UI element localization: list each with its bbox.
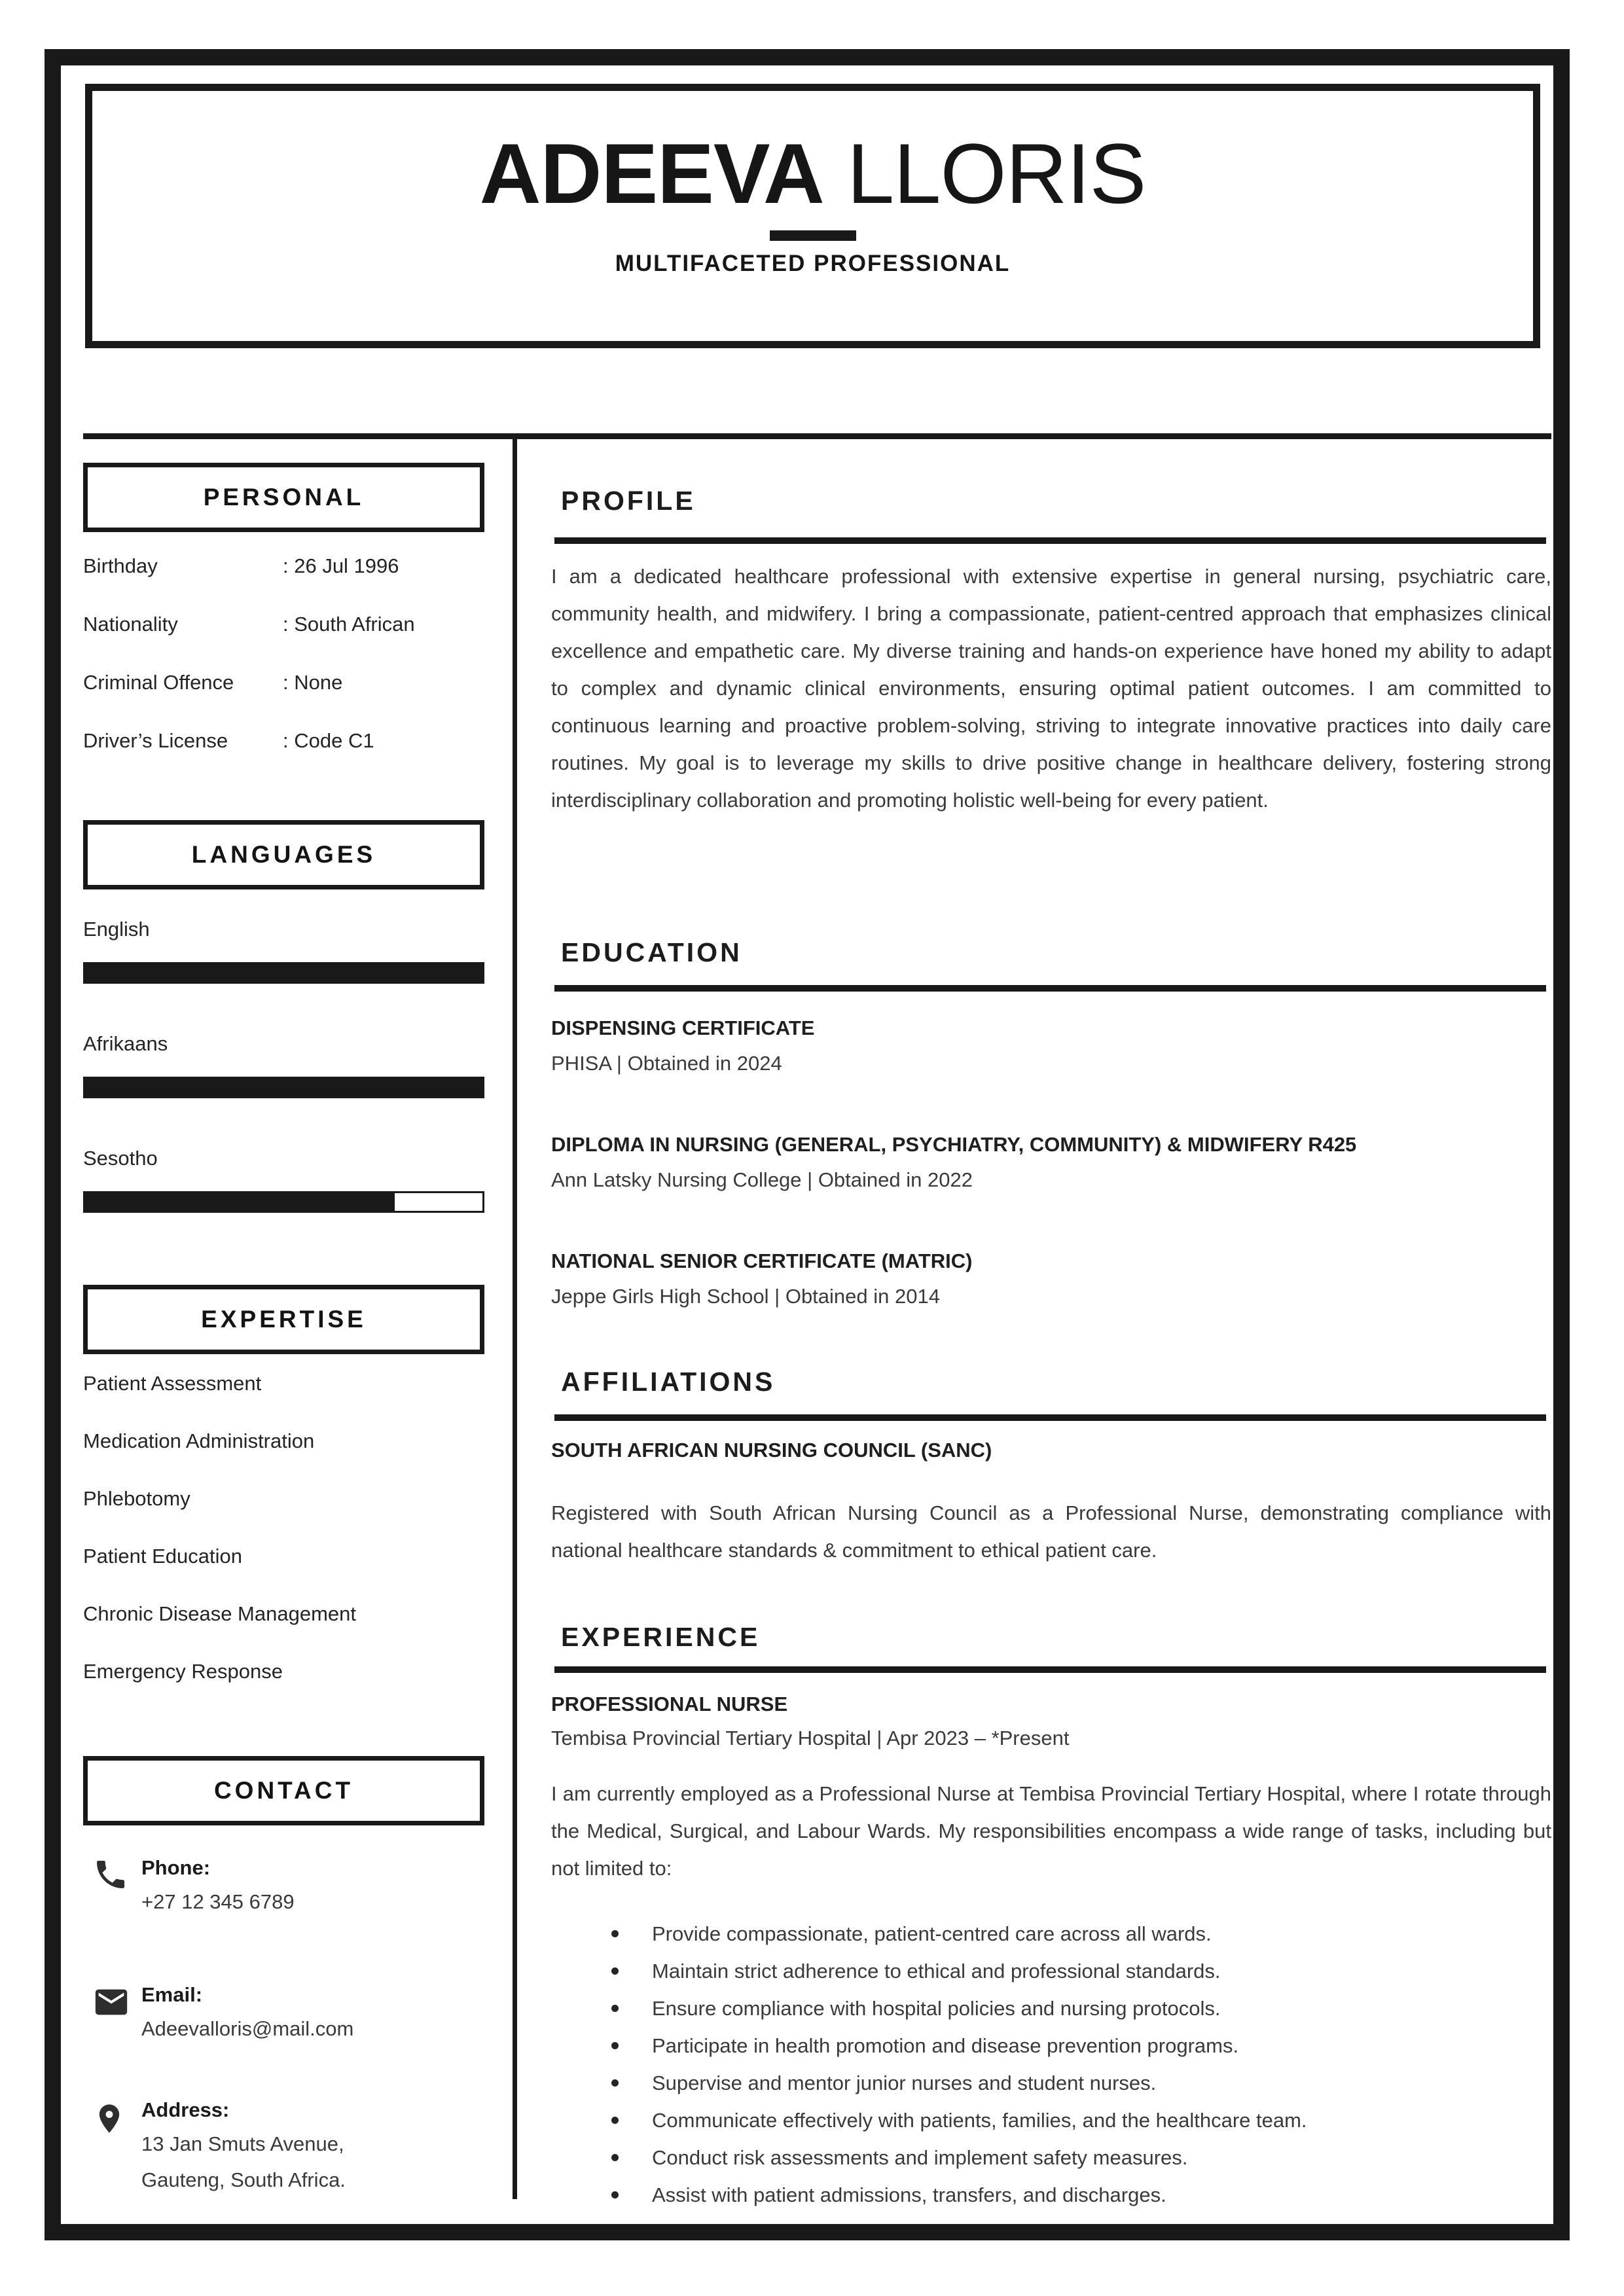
personal-label: Criminal Offence <box>83 671 234 694</box>
education-rule <box>554 985 1546 992</box>
first-name: ADEEVA <box>479 126 824 221</box>
email-icon <box>92 1983 130 2024</box>
language-name: Sesotho <box>83 1147 158 1170</box>
personal-label: Nationality <box>83 613 178 636</box>
contact-entry-phone <box>83 1852 484 1920</box>
personal-value: : Code C1 <box>283 729 374 752</box>
contact-value-line2: Gauteng, South Africa. <box>141 2168 346 2191</box>
experience-bullet: Communicate effectively with patients, families, and the healthcare team. <box>551 2102 1551 2139</box>
profile-section-title: PROFILE <box>561 486 696 516</box>
personal-row <box>83 613 484 636</box>
language-item <box>83 1032 484 1098</box>
education-degree: NATIONAL SENIOR CERTIFICATE (MATRIC) <box>551 1249 973 1272</box>
expertise-section-title <box>83 1285 484 1354</box>
expertise-title-label: EXPERTISE <box>201 1306 367 1333</box>
language-level-fill <box>85 1193 395 1211</box>
language-item <box>83 1147 484 1213</box>
experience-bullets <box>551 1915 1551 2214</box>
contact-text <box>141 2094 484 2198</box>
contact-label: Address: <box>141 2098 230 2121</box>
expertise-list <box>83 1372 484 1717</box>
contact-value: +27 12 345 6789 <box>141 1890 295 1913</box>
personal-row <box>83 729 484 753</box>
education-list <box>551 1015 1551 1365</box>
experience-role: PROFESSIONAL NURSE <box>551 1693 788 1715</box>
sidebar <box>83 0 484 2296</box>
personal-label: Birthday <box>83 554 158 577</box>
education-detail: PHISA | Obtained in 2024 <box>551 1052 782 1075</box>
experience-intro: I am currently employed as a Professional Nurse at Tembisa Provincial Tertiary Hospital, where I rotate through the Medical, Surgical, and Labour Wards. My responsibilities encompass a wide range of tasks, including but not limited to: <box>551 1782 1551 1880</box>
contact-entry-email <box>83 1979 484 2047</box>
affiliation-body: Registered with South African Nursing Council as a Professional Nurse, demonstrating compliance with national healthcare standards & commitment to ethical patient care. <box>551 1501 1551 1562</box>
affiliation-org: SOUTH AFRICAN NURSING COUNCIL (SANC) <box>551 1439 992 1462</box>
education-degree: DISPENSING CERTIFICATE <box>551 1016 815 1039</box>
expertise-item: Phlebotomy <box>83 1487 190 1510</box>
contact-value-line1: 13 Jan Smuts Avenue, <box>141 2132 344 2155</box>
language-level-fill <box>85 1079 482 1096</box>
experience-meta: Tembisa Provincial Tertiary Hospital | Apr 2023 – *Present <box>551 1727 1070 1749</box>
education-item <box>551 1015 1551 1077</box>
contact-section-title <box>83 1756 484 1825</box>
language-level-bar <box>83 1191 484 1213</box>
expertise-item: Chronic Disease Management <box>83 1602 356 1625</box>
affiliations-section-title: AFFILIATIONS <box>561 1367 776 1397</box>
personal-rows <box>83 554 484 787</box>
personal-label: Driver’s License <box>83 729 228 752</box>
education-section-title: EDUCATION <box>561 937 742 967</box>
experience-bullet: Supervise and mentor junior nurses and student nurses. <box>551 2064 1551 2102</box>
contact-label: Email: <box>141 1983 203 2006</box>
contact-label: Phone: <box>141 1856 211 1879</box>
experience-bullet: Assist with patient admissions, transfers, and discharges. <box>551 2176 1551 2214</box>
profile-body: I am a dedicated healthcare professional with extensive expertise in general nursing, psychiatric care, community health, and midwifery. I bring a compassionate, patient-centred approach that emphasizes clinical excellence and empathetic care. My diverse training and hands-on experience have honed my ability to adapt to complex and dynamic clinical environments, ensuring optimal patient outcomes. I am committed to continuous learning and proactive problem-solving, striving to integrate innovative practices into daily care routines. My goal is to leverage my skills to drive positive change in healthcare delivery, fostering strong interdisciplinary collaboration and promoting holistic well-being for every patient. <box>551 565 1551 812</box>
last-name: LLORIS <box>846 126 1146 221</box>
phone-icon <box>92 1856 129 1896</box>
experience-bullet: Maintain strict adherence to ethical and professional standards. <box>551 1952 1551 1990</box>
education-detail: Ann Latsky Nursing College | Obtained in 2022 <box>551 1168 973 1191</box>
main-column <box>551 0 1551 2296</box>
personal-row <box>83 671 484 694</box>
experience-bullet: Ensure compliance with hospital policies and nursing protocols. <box>551 1990 1551 2027</box>
language-name: Afrikaans <box>83 1032 168 1055</box>
contact-title-label: CONTACT <box>213 1777 354 1804</box>
education-degree: DIPLOMA IN NURSING (GENERAL, PSYCHIATRY, COMMUNITY) & MIDWIFERY R425 <box>551 1133 1357 1156</box>
languages-section-title <box>83 820 484 889</box>
expertise-item: Patient Education <box>83 1545 243 1568</box>
language-level-bar <box>83 962 484 984</box>
affiliations-rule <box>554 1414 1546 1421</box>
personal-value: : None <box>283 671 343 694</box>
experience-bullet: Conduct risk assessments and implement safety measures. <box>551 2139 1551 2176</box>
expertise-item: Medication Administration <box>83 1429 315 1452</box>
personal-value: : 26 Jul 1996 <box>283 554 399 577</box>
profile-rule <box>554 537 1546 544</box>
experience-bullet: Participate in health promotion and disease prevention programs. <box>551 2027 1551 2064</box>
personal-section-title <box>83 463 484 532</box>
experience-section-title: EXPERIENCE <box>561 1622 761 1652</box>
personal-row <box>83 554 484 578</box>
language-name: English <box>83 918 150 941</box>
education-item <box>551 1248 1551 1310</box>
address-pin-icon <box>92 2098 126 2142</box>
language-level-fill <box>85 964 482 982</box>
expertise-item: Emergency Response <box>83 1660 283 1683</box>
education-detail: Jeppe Girls High School | Obtained in 2014 <box>551 1285 940 1308</box>
contact-value: Adeevalloris@mail.com <box>141 2017 354 2040</box>
contact-entry-address <box>83 2094 484 2198</box>
personal-value: : South African <box>283 613 415 636</box>
language-level-bar <box>83 1077 484 1098</box>
languages-title-label: LANGUAGES <box>191 841 376 868</box>
expertise-item: Patient Assessment <box>83 1372 262 1395</box>
education-item <box>551 1132 1551 1193</box>
contact-text <box>141 1979 484 2047</box>
experience-bullet: Provide compassionate, patient-centred care across all wards. <box>551 1915 1551 1952</box>
languages-list <box>83 918 484 1261</box>
personal-title-label: PERSONAL <box>203 484 365 511</box>
contact-text <box>141 1852 484 1920</box>
experience-rule <box>554 1666 1546 1673</box>
header-subtitle: MULTIFACETED PROFESSIONAL <box>615 251 1011 276</box>
language-item <box>83 918 484 984</box>
column-divider <box>513 433 517 2199</box>
